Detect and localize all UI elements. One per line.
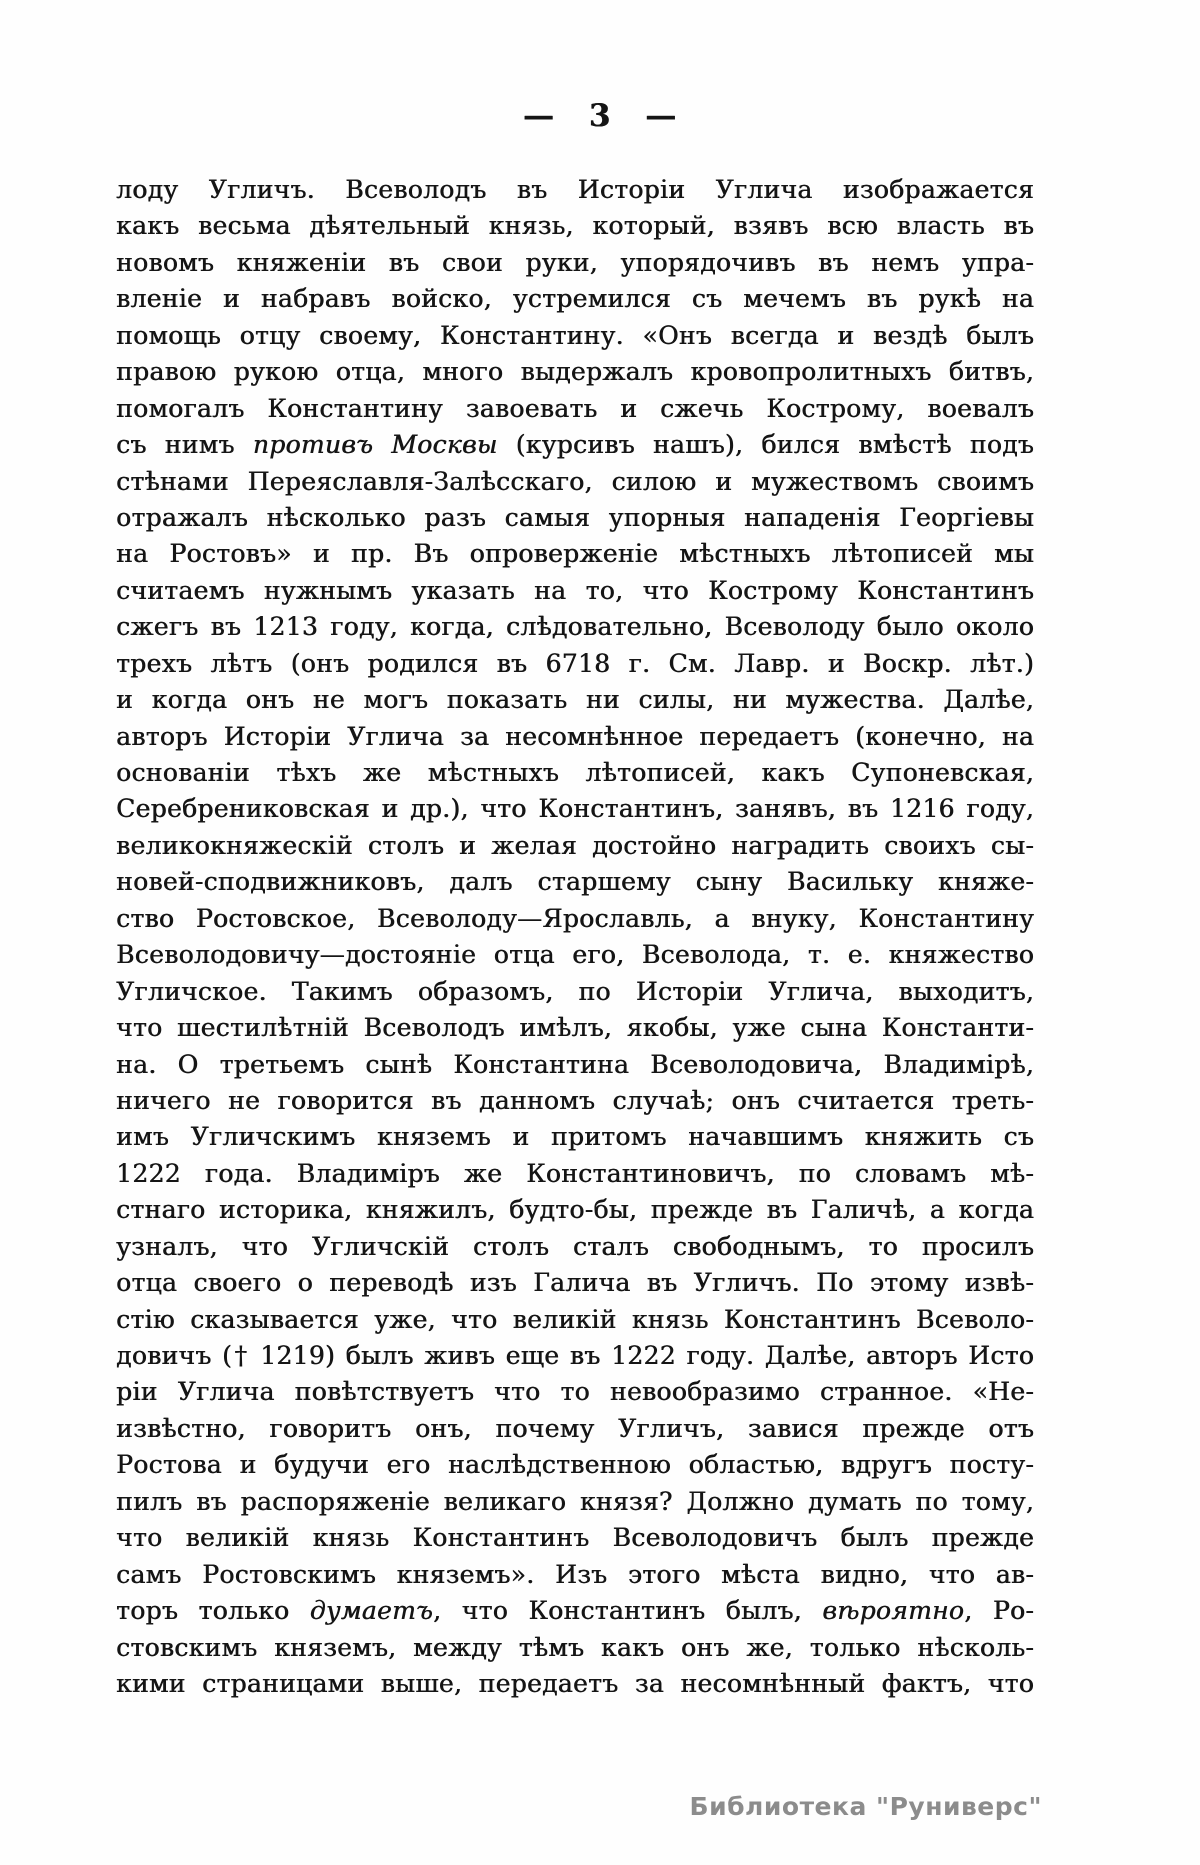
body-text: [116, 172, 1034, 1702]
text-line: основаніи тѣхъ же мѣстныхъ лѣтописей, какъ Супоневская,: [116, 758, 1034, 787]
text-line: великокняжескій столъ и желая достойно наградить своихъ сы-: [116, 830, 1034, 860]
text-line: какъ весьма дѣятельный князь, который, взявъ всю власть въ: [116, 211, 1034, 241]
text-line: ничего не говорится въ данномъ случаѣ; онъ считается треть-: [116, 1085, 1034, 1115]
text-line: авторъ Исторіи Углича за несомнѣнное передаетъ (конечно, на: [116, 721, 1034, 751]
text-line: правою рукою отца, много выдержалъ кровопролитныхъ битвъ,: [116, 357, 1034, 387]
text-line: Угличское. Такимъ образомъ, по Исторіи Углича, выходитъ,: [116, 976, 1034, 1006]
page-number: — 3 —: [522, 98, 678, 134]
text-line: Серебрениковская и др.), что Константинъ, занявъ, въ 1216 году,: [116, 794, 1034, 824]
text-line: самъ Ростовскимъ княземъ». Изъ этого мѣста видно, что ав-: [116, 1559, 1034, 1589]
text-line: помощь отцу своему, Константину. «Онъ всегда и вездѣ былъ: [116, 320, 1034, 350]
text-line: трехъ лѣтъ (онъ родился въ 6718 г. См. Лавр. и Воскр. лѣт.): [116, 648, 1034, 678]
text-line: и когда онъ не могъ показать ни силы, ни мужества. Далѣе,: [116, 685, 1034, 715]
text-line: торъ только думаетъ, что Константинъ былъ, вѣроятно, Ро-: [116, 1596, 1034, 1626]
text-line: 1222 года. Владиміръ же Константиновичъ, по словамъ мѣ-: [116, 1158, 1034, 1188]
text-line: Ростова и будучи его наслѣдственною областью, вдругъ посту-: [116, 1450, 1034, 1480]
text-line: вленіе и набравъ войско, устремился съ мечемъ въ рукѣ на: [116, 284, 1034, 314]
text-line: стнаго историка, княжилъ, будто-бы, прежде въ Галичѣ, а когда: [116, 1195, 1034, 1225]
text-line: на Ростовъ» и пр. Въ опроверженіе мѣстныхъ лѣтописей мы: [116, 539, 1034, 569]
text-line: кими страницами выше, передаетъ за несомнѣнный фактъ, что: [116, 1668, 1034, 1698]
text-line: лоду Угличъ. Всеволодъ въ Исторіи Углича изображается: [116, 175, 1034, 204]
text-line: имъ Угличскимъ княземъ и притомъ начавшимъ княжить съ: [116, 1122, 1034, 1152]
text-line: пилъ въ распоряженіе великаго князя? Должно думать по тому,: [116, 1486, 1034, 1516]
text-line: довичъ († 1219) былъ живъ еще въ 1222 году. Далѣе, авторъ Исто: [116, 1341, 1034, 1370]
text-line: стію сказывается уже, что великій князь Константинъ Всеволо-: [116, 1304, 1034, 1334]
text-line: помогалъ Константину завоевать и сжечь Кострому, воевалъ: [116, 393, 1034, 423]
text-line: стовскимъ княземъ, между тѣмъ какъ онъ же, только нѣсколь-: [116, 1632, 1034, 1662]
text-line: что великій князь Константинъ Всеволодовичъ былъ прежде: [116, 1523, 1034, 1553]
text-line: новей-сподвижниковъ, далъ старшему сыну Васильку княже-: [116, 867, 1034, 897]
text-line: отца своего о переводѣ изъ Галича въ Угличъ. По этому извѣ-: [116, 1268, 1034, 1298]
text-line: Всеволодовичу—достояніе отца его, Всеволода, т. е. княжество: [116, 940, 1034, 970]
text-line: стѣнами Переяславля-Залѣсскаго, силою и мужествомъ своимъ: [116, 466, 1034, 496]
library-watermark: Библиотека "Руниверс": [689, 1792, 1042, 1821]
text-line: съ нимъ противъ Москвы (курсивъ нашъ), бился вмѣстѣ подъ: [116, 430, 1034, 460]
text-line: узналъ, что Угличскій столъ сталъ свободнымъ, то просилъ: [116, 1231, 1034, 1261]
text-line: сжегъ въ 1213 году, когда, слѣдовательно, Всеволоду было около: [116, 612, 1034, 642]
text-line: отражалъ нѣсколько разъ самыя упорныя нападенія Георгіевы: [116, 502, 1034, 532]
text-line: считаемъ нужнымъ указать на то, что Кострому Константинъ: [116, 575, 1034, 605]
text-line: ріи Углича повѣтствуетъ что то невообразимо странное. «Не-: [116, 1377, 1034, 1407]
text-line: что шестилѣтній Всеволодъ имѣлъ, якобы, уже сына Константи-: [116, 1013, 1034, 1043]
text-line: извѣстно, говоритъ онъ, почему Угличъ, завися прежде отъ: [116, 1413, 1034, 1443]
text-line: новомъ княженіи въ свои руки, упорядочивъ въ немъ упра-: [116, 247, 1034, 277]
text-line: ство Ростовское, Всеволоду—Ярославль, а внуку, Константину: [116, 903, 1034, 933]
text-line: на. О третьемъ сынѣ Константина Всеволодовича, Владимірѣ,: [116, 1049, 1034, 1079]
